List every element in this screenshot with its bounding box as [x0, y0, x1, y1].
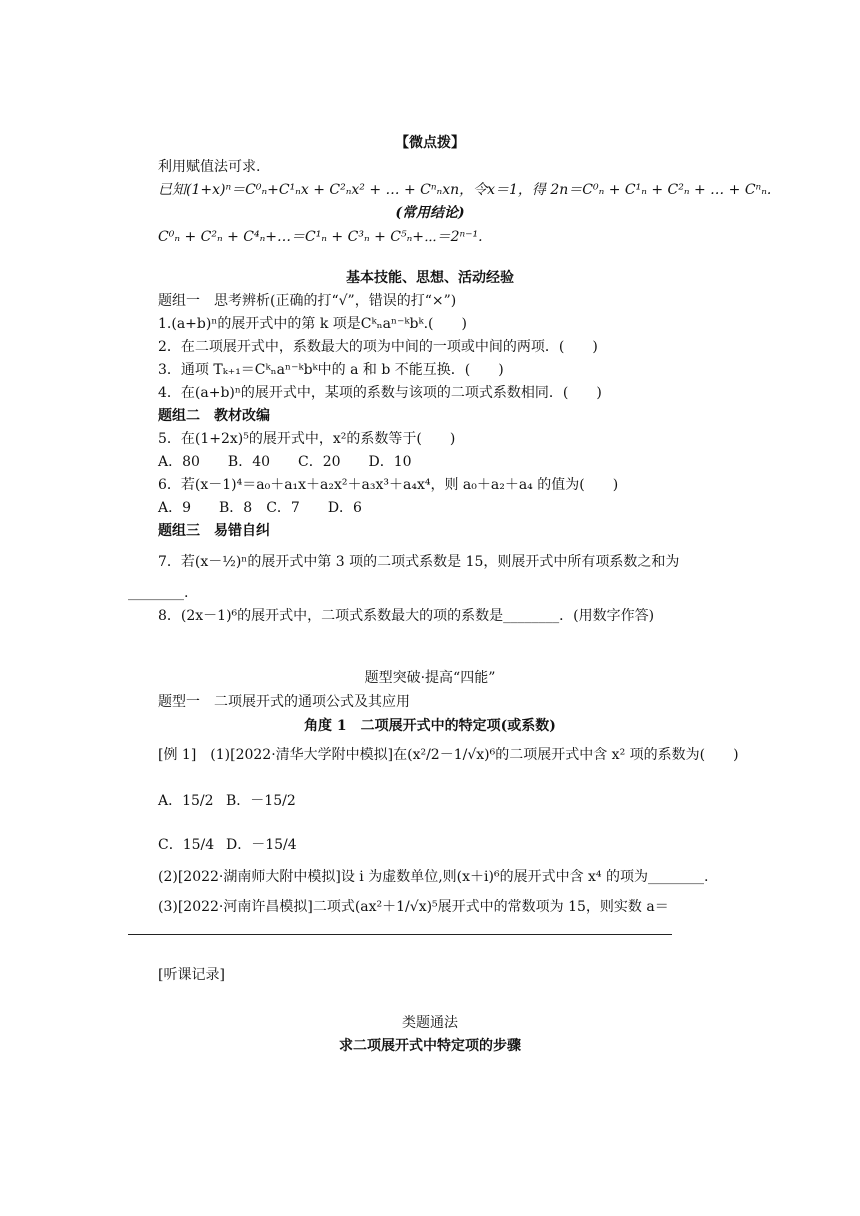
example-1-part-1: [例 1] (1)[2022·清华大学附中模拟]在(x²/2－1/√x)⁶的二项展开式中含 x² 项的系数为( )	[158, 747, 739, 763]
group3-heading: 题组三 易错自纠	[158, 523, 270, 539]
option-a: A．15/2	[158, 793, 214, 809]
class-notes-label: [听课记录]	[158, 967, 225, 983]
type-1-heading: 题型一 二项展开式的通项公式及其应用	[158, 694, 410, 710]
section-title: 题型突破·提高“四能”	[364, 670, 496, 686]
example-1-part-3: (3)[2022·河南许昌模拟]二项式(ax²＋1/√x)⁵展开式中的常数项为 15，则实数 a＝	[158, 899, 669, 915]
question-2: 2．在二项展开式中，系数最大的项为中间的一项或中间的两项．( )	[158, 339, 598, 355]
tip-line-1: 利用赋值法可求.	[158, 159, 261, 175]
question-7-blank: ________.	[128, 585, 189, 601]
basics-title: 基本技能、思想、活动经验	[346, 270, 514, 286]
option-d: D．－15/4	[226, 837, 297, 853]
tip-heading: 【微点拨】	[395, 135, 465, 151]
example-1-part-2: (2)[2022·湖南师大附中模拟]设 i 为虚数单位,则(x＋i)⁶的展开式中含 x⁴ 的项为________.	[158, 869, 709, 885]
question-6: 6．若(x－1)⁴＝a₀＋a₁x＋a₂x²＋a₃x³＋a₄x⁴，则 a₀＋a₂＋a₄ 的值为( )	[158, 477, 619, 493]
question-1: 1.(a+b)ⁿ的展开式中的第 k 项是Cᵏₙaⁿ⁻ᵏbᵏ.( )	[158, 316, 467, 332]
method-title: 类题通法	[402, 1015, 458, 1031]
option-b: B．－15/2	[226, 793, 296, 809]
tip-common-conclusion: (常用结论)	[395, 205, 465, 221]
tip-line-4: C⁰ₙ + C²ₙ + C⁴ₙ+…＝C¹ₙ + C³ₙ + C⁵ₙ+⋯＝2ⁿ⁻¹.	[158, 229, 483, 245]
question-6-options: A．9 B．8 C．7 D．6	[158, 500, 362, 516]
question-4: 4．在(a+b)ⁿ的展开式中，某项的系数与该项的二项式系数相同．( )	[158, 385, 602, 401]
option-c: C．15/4	[158, 837, 215, 853]
group1-heading: 题组一 思考辨析(正确的打“√”，错误的打“×”)	[158, 293, 457, 309]
question-5: 5．在(1+2x)⁵的展开式中，x²的系数等于( )	[158, 431, 456, 447]
group2-heading: 题组二 教材改编	[158, 408, 270, 424]
question-7: 7．若(x－½)ⁿ的展开式中第 3 项的二项式系数是 15，则展开式中所有项系数之和为	[158, 554, 680, 570]
angle-1-heading: 角度 1 二项展开式中的特定项(或系数)	[304, 718, 556, 734]
method-subtitle: 求二项展开式中特定项的步骤	[339, 1038, 521, 1054]
answer-underline	[128, 934, 672, 935]
question-8: 8．(2x－1)⁶的展开式中，二项式系数最大的项的系数是________．(用数字作答)	[158, 608, 655, 624]
question-3: 3．通项 Tₖ₊₁＝Cᵏₙaⁿ⁻ᵏbᵏ中的 a 和 b 不能互换．( )	[158, 362, 504, 378]
question-5-options: A．80 B．40 C．20 D．10	[158, 454, 412, 470]
tip-line-2: 已知(1+x)ⁿ＝C⁰ₙ+C¹ₙx + C²ₙx² + … + Cⁿₙxn，令x＝1，得 2n＝C⁰ₙ + C¹ₙ + C²ₙ + … + Cⁿₙ.	[158, 182, 772, 198]
